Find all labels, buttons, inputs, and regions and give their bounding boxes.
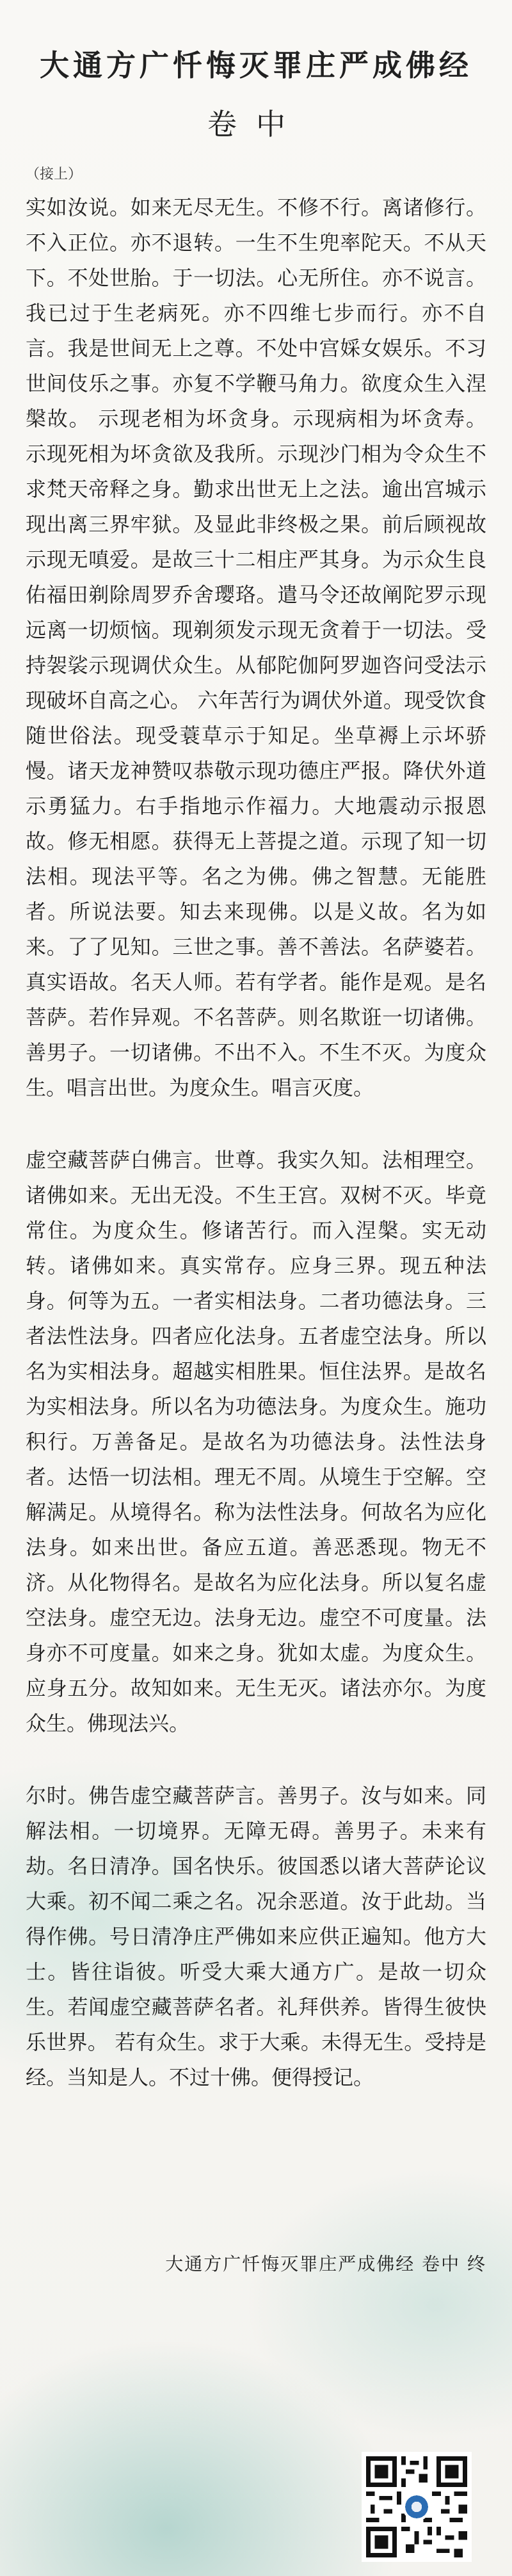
continued-note: （接上） <box>26 166 83 182</box>
paragraph-2: 虚空藏菩萨白佛言。世尊。我实久知。法相理空。诸佛如来。无出无没。不生王宫。双树不灭。毕竟常住。为度众生。修诸苦行。而入涅槃。实无动转。诸佛如来。真实常存。应身三界。现五种法身。何等为五。一者实相法身。二者功德法身。三者法性法身。四者应化法身。五者虚空法身。所以名为实相法身。超越实相胜果。恒住法界。是故名为实相法身。所以名为功德法身。为度众生。施功积行。万善备足。是故名为功德法身。法性法身者。达悟一切法相。理无不周。从境生于空解。空解满足。从境得名。称为法性法身。何故名为应化法身。如来出世。备应五道。善恶悉现。物无不济。从化物得名。是故名为应化法身。所以复名虚空法身。虚空无边。法身无边。虚空不可度量。法身亦不可度量。如来之身。犹如太虚。为度众生。应身五分。故知如来。无生无灭。诸法亦尔。为度众生。佛现法兴。 <box>26 1148 486 1735</box>
volume-title: 卷中 <box>207 107 305 141</box>
page-title: 大通方广忏悔灭罪庄严成佛经 <box>40 48 472 83</box>
header <box>0 45 512 145</box>
paragraph-3: 尔时。佛告虚空藏菩萨言。善男子。汝与如来。同解法相。一切境界。无障无碍。善男子。未来有劫。名日清净。国名快乐。彼国悉以诸大菩萨论议大乘。初不闻二乘之名。况余恶道。汝于此劫。当得作佛。号日清净庄严佛如来应供正遍知。他方大士。皆往诣彼。听受大乘大通方广。是故一切众生。若闻虚空藏菩萨名者。礼拜供养。皆得生彼快乐世界。 若有众生。求于大乘。未得无生。受持是经。当知是人。不过十佛。便得授记。 <box>26 1783 486 2089</box>
qr-code-icon[interactable] <box>362 2452 472 2562</box>
paragraph-1: 实如汝说。如来无尽无生。不修不行。离诸修行。不入正位。亦不退转。一生不生兜率陀天。不从天下。不处世胎。于一切法。心无所住。亦不说言。我已过于生老病死。亦不四维七步而行。亦不自言。我是世间无上之尊。不处中宫婇女娱乐。不习世间伎乐之事。亦复不学鞭马角力。欲度众生入涅槃故。 示现老相为坏贪身。示现病相为坏贪寿。 示现死相为坏贪欲及我所。示现沙门相为令众生不求梵天帝释之身。勤求出世无上之法。逾出宫城示现出离三界牢狱。及显此非终极之果。前后顾视故示现无嗔爱。是故三十二相庄严其身。为示众生良佑福田剃除周罗乔舍璎珞。遣马令还故阐陀罗示现远离一切烦恼。现剃须发示现无贪着于一切法。受持袈裟示现调伏众生。从郁陀伽阿罗迦咨问受法示现破坏自高之心。 六年苦行为调伏外道。现受饮食随世俗法。现受蓑草示于知足。坐草褥上示坏骄慢。诸天龙神赞叹恭敬示现功德庄严报。降伏外道示勇猛力。右手指地示作福力。大地震动示报恩故。修无相愿。获得无上菩提之道。示现了知一切法相。现法平等。名之为佛。佛之智慧。无能胜者。所说法要。知去来现佛。以是义故。名为如来。了了见知。三世之事。善不善法。名萨婆若。真实语故。名天人师。若有学者。能作是观。是名菩萨。若作异观。不名菩萨。则名欺诳一切诸佛。善男子。一切诸佛。不出不入。不生不灭。为度众生。唱言出世。为度众生。唱言灭度。 <box>26 195 486 1100</box>
scripture-body <box>26 163 486 2132</box>
end-line: 大通方广忏悔灭罪庄严成佛经 卷中 终 <box>165 2253 486 2274</box>
